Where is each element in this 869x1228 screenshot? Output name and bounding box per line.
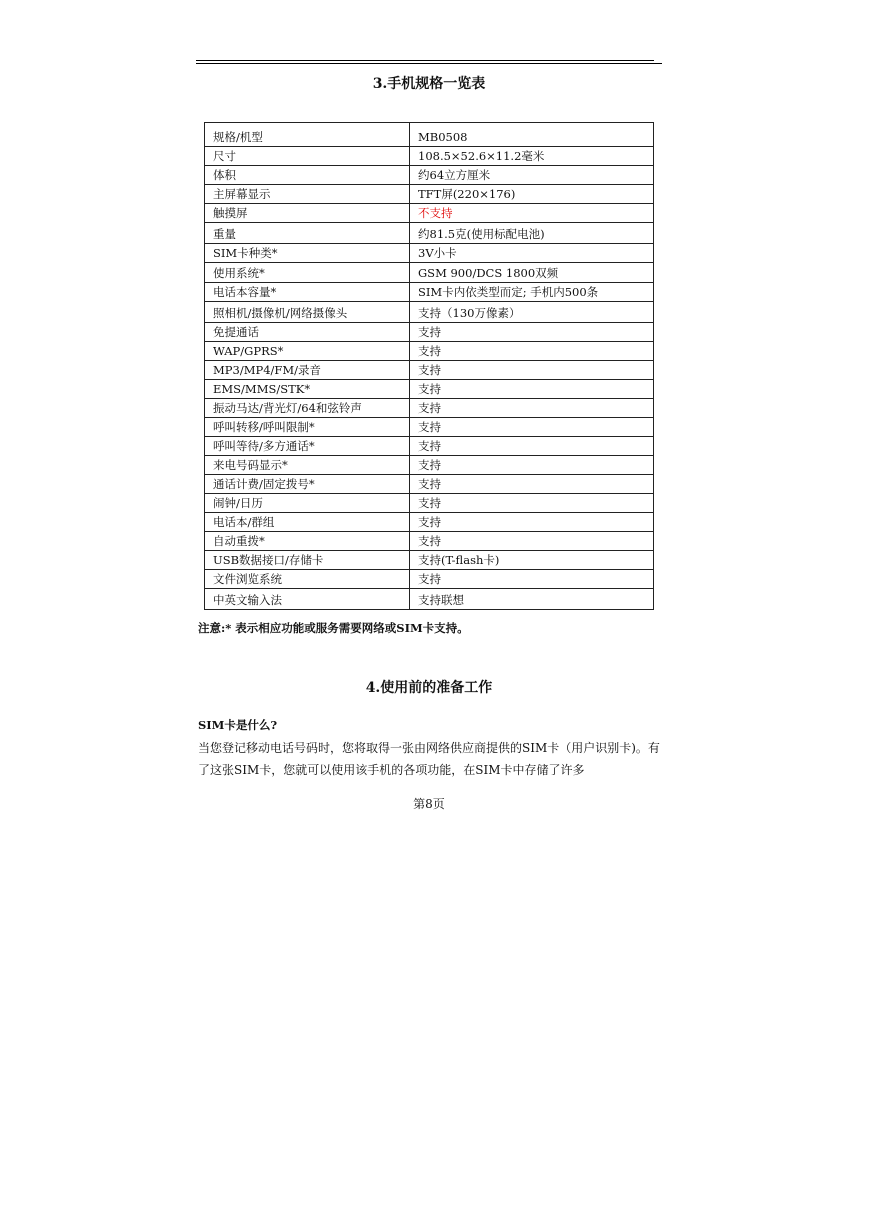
spec-name-cell: 通话计费/固定拨号*	[205, 475, 410, 494]
spec-name-cell: WAP/GPRS*	[205, 342, 410, 361]
spec-name-cell: SIM卡种类*	[205, 244, 410, 263]
table-row	[205, 532, 654, 551]
table-row	[205, 342, 654, 361]
spec-value-cell: 支持	[410, 418, 654, 437]
table-row	[205, 147, 654, 166]
spec-value-cell: 不支持	[410, 204, 654, 223]
table-row	[205, 380, 654, 399]
table-row	[205, 475, 654, 494]
table-row	[205, 283, 654, 302]
spec-value-cell: GSM 900/DCS 1800双频	[410, 263, 654, 283]
table-row	[205, 302, 654, 323]
spec-name-cell: 使用系统*	[205, 263, 410, 283]
spec-name-cell: 振动马达/背光灯/64和弦铃声	[205, 399, 410, 418]
table-row	[205, 494, 654, 513]
spec-name-cell: 中英文输入法	[205, 589, 410, 610]
spec-name-cell: 文件浏览系统	[205, 570, 410, 589]
spec-value-cell: MB0508	[410, 123, 654, 147]
spec-value-cell: 3V小卡	[410, 244, 654, 263]
spec-value-cell: SIM卡内依类型而定; 手机内500条	[410, 283, 654, 302]
spec-name-cell: EMS/MMS/STK*	[205, 380, 410, 399]
spec-value-cell: 支持（130万像素）	[410, 302, 654, 323]
spec-name-cell: 来电号码显示*	[205, 456, 410, 475]
spec-value-cell: 支持	[410, 361, 654, 380]
spec-name-cell: 重量	[205, 223, 410, 244]
sim-subheading: SIM卡是什么?	[198, 718, 278, 732]
spec-value-cell: 支持联想	[410, 589, 654, 610]
spec-value-cell: 支持	[410, 437, 654, 456]
spec-name-cell: 照相机/摄像机/网络摄像头	[205, 302, 410, 323]
section-3-title: 3.手机规格一览表	[372, 76, 486, 92]
spec-name-cell: 电话本/群组	[205, 513, 410, 532]
spec-name-cell: 触摸屏	[205, 204, 410, 223]
table-row	[205, 361, 654, 380]
table-row	[205, 437, 654, 456]
spec-value-cell: 支持	[410, 570, 654, 589]
spec-value-cell: 支持	[410, 532, 654, 551]
table-row	[205, 418, 654, 437]
spec-value-cell: 支持	[410, 399, 654, 418]
spec-name-cell: 主屏幕显示	[205, 185, 410, 204]
table-row	[205, 263, 654, 283]
spec-value-cell: 支持	[410, 494, 654, 513]
spec-name-cell: 自动重拨*	[205, 532, 410, 551]
spec-name-cell: 电话本容量*	[205, 283, 410, 302]
table-row	[205, 223, 654, 244]
spec-table	[204, 122, 654, 610]
table-row	[205, 323, 654, 342]
spec-value-cell: 支持	[410, 475, 654, 494]
header-rule-thick	[196, 63, 662, 64]
spec-value-cell: 约81.5克(使用标配电池)	[410, 223, 654, 244]
spec-name-cell: 尺寸	[205, 147, 410, 166]
table-row	[205, 204, 654, 223]
spec-value-cell: TFT屏(220×176)	[410, 185, 654, 204]
spec-value-cell: 约64立方厘米	[410, 166, 654, 185]
table-row	[205, 123, 654, 147]
spec-name-cell: 闹钟/日历	[205, 494, 410, 513]
table-row	[205, 166, 654, 185]
table-row	[205, 589, 654, 610]
table-row	[205, 551, 654, 570]
spec-value-cell: 支持	[410, 456, 654, 475]
spec-name-cell: MP3/MP4/FM/录音	[205, 361, 410, 380]
spec-value-cell: 108.5×52.6×11.2毫米	[410, 147, 654, 166]
spec-name-cell: 呼叫转移/呼叫限制*	[205, 418, 410, 437]
table-row	[205, 399, 654, 418]
section-4-title: 4.使用前的准备工作	[365, 680, 493, 696]
spec-name-cell: 免提通话	[205, 323, 410, 342]
sim-paragraph: 当您登记移动电话号码时，您将取得一张由网络供应商提供的SIM卡（用户识别卡)。有了这张SIM卡，您就可以使用该手机的各项功能，在SIM卡中存储了许多	[198, 741, 660, 777]
spec-value-cell: 支持	[410, 380, 654, 399]
header-rule	[196, 60, 654, 61]
spec-value-cell: 支持	[410, 342, 654, 361]
spec-value-cell: 支持(T-flash卡)	[410, 551, 654, 570]
spec-name-cell: USB数据接口/存储卡	[205, 551, 410, 570]
spec-name-cell: 规格/机型	[205, 123, 410, 147]
table-row	[205, 456, 654, 475]
table-row	[205, 185, 654, 204]
table-row	[205, 570, 654, 589]
table-row	[205, 244, 654, 263]
page-number: 第8页	[413, 797, 445, 811]
spec-name-cell: 呼叫等待/多方通话*	[205, 437, 410, 456]
spec-name-cell: 体积	[205, 166, 410, 185]
table-note: 注意:* 表示相应功能或服务需要网络或SIM卡支持。	[198, 621, 469, 635]
table-row	[205, 513, 654, 532]
spec-value-cell: 支持	[410, 513, 654, 532]
spec-value-cell: 支持	[410, 323, 654, 342]
